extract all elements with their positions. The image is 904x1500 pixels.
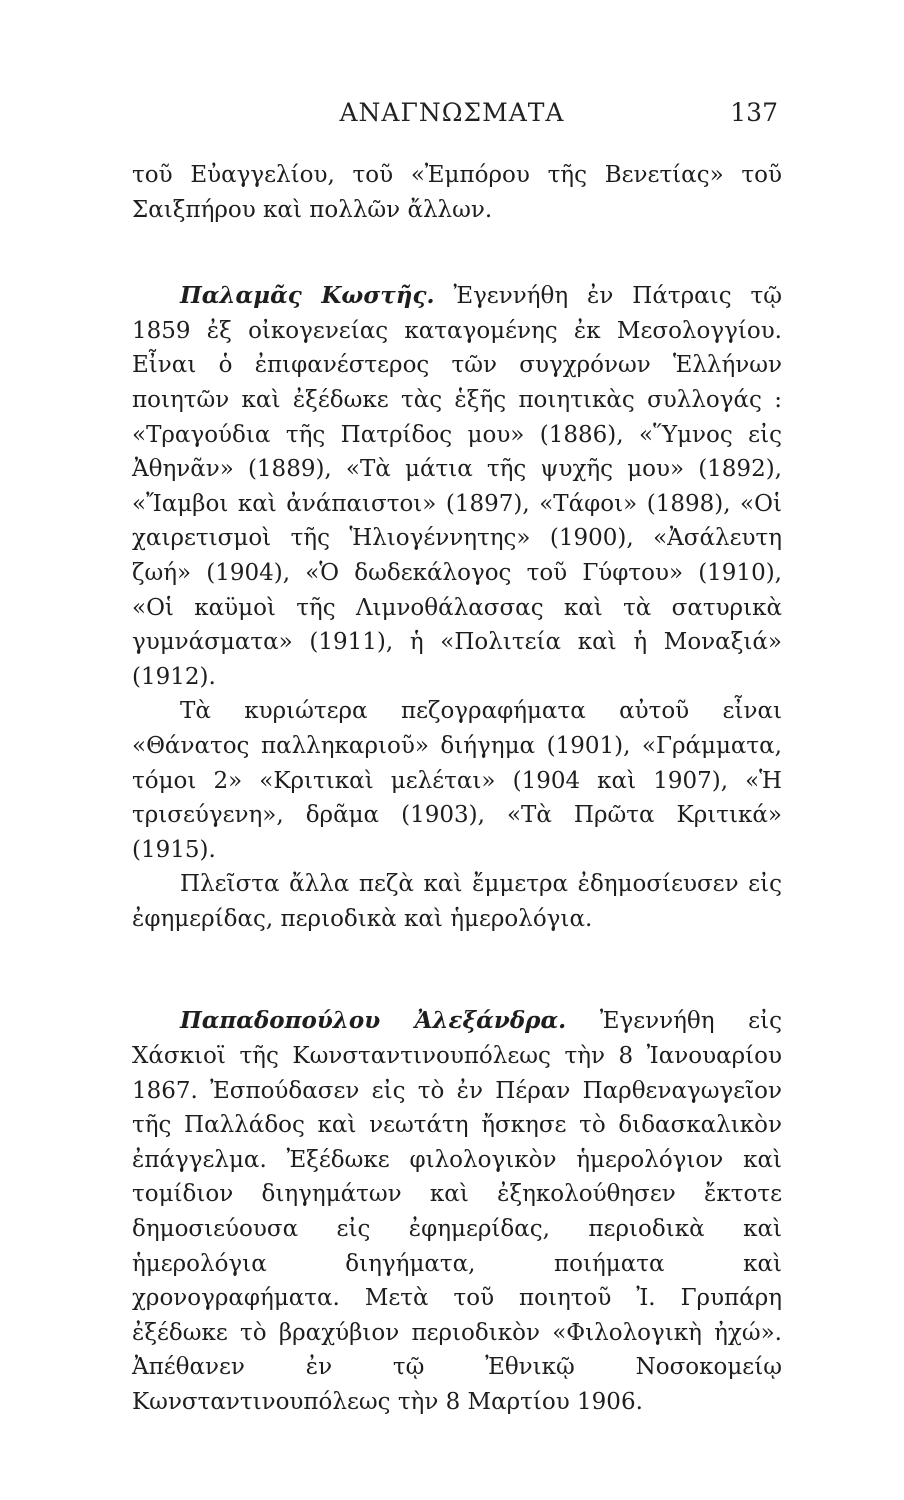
page-header bbox=[0, 98, 904, 134]
paragraph-continuation bbox=[132, 158, 782, 227]
paragraph-other-works bbox=[132, 867, 782, 936]
running-title: ΑΝΑΓΝΩΣΜΑΤΑ bbox=[339, 98, 565, 127]
entry-palamas bbox=[132, 279, 782, 694]
paragraph-text: Πλεῖστα ἄλλα πεζὰ καὶ ἔμμετρα ἐδημοσίευσεν εἰς ἐφημερίδας, περιοδικὰ καὶ ἡμερολόγια. bbox=[132, 871, 782, 932]
paragraph-text: Τὰ κυριώτερα πεζογραφήματα αὐτοῦ εἶναι «Θάνατος παλληκαριοῦ» διήγημα (1901), «Γράμματα, τόμοι 2» «Κριτικαὶ μελέται» (1904 καὶ 1907), «Ἡ τρισεύγενη», δρᾶμα (1903), «Τὰ Πρῶτα Κριτικά» (1915). bbox=[132, 698, 782, 863]
entry-name: Παλαμᾶς Κωστῆς. bbox=[180, 282, 435, 310]
page-number: 137 bbox=[730, 98, 778, 127]
paragraph-prose-works bbox=[132, 694, 782, 867]
paragraph-text: τοῦ Εὐαγγελίου, τοῦ «Ἐμπόρου τῆς Βενετίας» τοῦ Σαιξπήρου καὶ πολλῶν ἄλλων. bbox=[132, 162, 782, 223]
entry-text: Ἐγεννήθη εἰς Χάσκιοϊ τῆς Κωνσταντινουπόλεως τὴν 8 Ἰανουαρίου 1867. Ἐσπούδασεν εἰς τὸ ἐν Πέραν Παρθεναγωγεῖον τῆς Παλλάδος καὶ νεωτάτη ἤσκησε τὸ διδασκαλικὸν ἐπάγγελμα. Ἐξέδωκε φιλολογικὸν ἡμερολόγιον καὶ τομίδιον διηγημάτων καὶ ἐξηκολούθησεν ἔκτοτε δημοσιεύουσα εἰς ἐφημερίδας, περιοδικὰ καὶ ἡμερολόγια διηγήματα, ποιήματα καὶ χρονογραφήματα. Μετὰ τοῦ ποιητοῦ Ἰ. Γρυπάρη ἐξέδωκε τὸ βραχύβιον περιοδικὸν «Φιλολογικὴ ἠχώ». Ἀπέθανεν ἐν τῷ Ἐθνικῷ Νοσοκομείῳ Κωνσταντινουπόλεως τὴν 8 Μαρτίου 1906. bbox=[132, 1008, 783, 1415]
entry-name: Παπαδοπούλου Ἀλεξάνδρα. bbox=[180, 1007, 567, 1035]
entry-text: Ἐγεννήθη ἐν Πάτραις τῷ 1859 ἐξ οἰκογενείας καταγομένης ἐκ Μεσολογγίου. Εἶναι ὁ ἐπιφανέστερος τῶν συγχρόνων Ἑλλήνων ποιητῶν καὶ ἐξέδωκε τὰς ἑξῆς ποιητικὰς συλλογάς : «Τραγούδια τῆς Πατρίδος μου» (1886), «Ὕμνος εἰς Ἀθηνᾶν» (1889), «Τὰ μάτια τῆς ψυχῆς μου» (1892), «Ἴαμβοι καὶ ἀνάπαιστοι» (1897), «Τάφοι» (1898), «Οἱ χαιρετισμοὶ τῆς Ἡλιογέννητης» (1900), «Ἀσάλευτη ζωή» (1904), «Ὁ δωδεκάλογος τοῦ Γύφτου» (1910), «Οἱ καϋμοὶ τῆς Λιμνοθάλασσας καὶ τὰ σατυρικὰ γυμνάσματα» (1911), ἡ «Πολιτεία καὶ ἡ Μοναξιά» (1912). bbox=[132, 283, 783, 690]
entry-papadopoulou bbox=[132, 1004, 782, 1419]
body-text bbox=[132, 158, 782, 1420]
